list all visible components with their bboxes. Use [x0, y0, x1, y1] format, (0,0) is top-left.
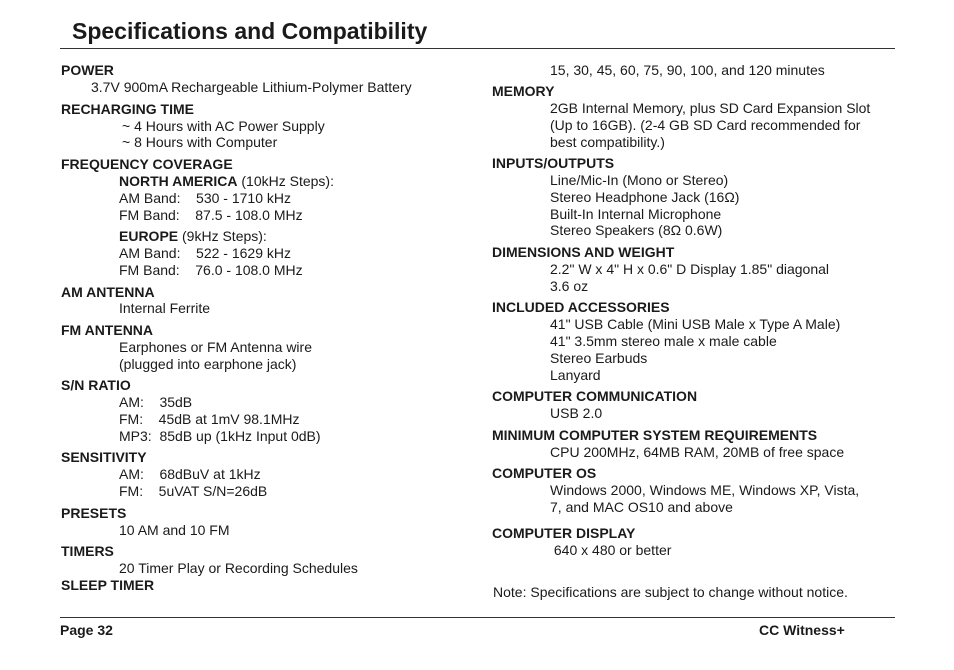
spec-line: 3.6 oz	[550, 278, 589, 294]
spec-line: FM Band: 76.0 - 108.0 MHz	[119, 262, 303, 278]
section-heading: SENSITIVITY	[61, 449, 147, 465]
spec-line: 2GB Internal Memory, plus SD Card Expansion Slot	[550, 100, 871, 116]
spec-line: 15, 30, 45, 60, 75, 90, 100, and 120 minutes	[550, 62, 825, 78]
spec-line: 7, and MAC OS10 and above	[550, 499, 733, 515]
spec-line: Windows 2000, Windows ME, Windows XP, Vista,	[550, 482, 860, 498]
spec-line: (plugged into earphone jack)	[119, 356, 297, 372]
spec-line: Built-In Internal Microphone	[550, 206, 722, 222]
product-name: CC Witness+	[759, 622, 845, 638]
spec-line: 41" USB Cable (Mini USB Male x Type A Male)	[550, 316, 841, 332]
spec-line: NORTH AMERICA (10kHz Steps):	[119, 173, 334, 189]
section-heading: COMPUTER OS	[492, 465, 597, 481]
spec-line: Internal Ferrite	[119, 300, 211, 316]
spec-line: 2.2" W x 4" H x 0.6" D Display 1.85" diagonal	[550, 261, 830, 277]
spec-line: 20 Timer Play or Recording Schedules	[119, 560, 358, 576]
section-heading: FREQUENCY COVERAGE	[61, 156, 233, 172]
spec-line: Lanyard	[550, 367, 601, 383]
spec-line: Line/Mic-In (Mono or Stereo)	[550, 172, 729, 188]
spec-line: AM: 35dB	[119, 394, 193, 410]
section-heading: DIMENSIONS AND WEIGHT	[492, 244, 675, 260]
spec-line: Stereo Earbuds	[550, 350, 648, 366]
section-heading: S/N RATIO	[61, 377, 131, 393]
spec-line: FM: 5uVAT S/N=26dB	[119, 483, 268, 499]
region-label: EUROPE	[119, 228, 179, 244]
top-rule	[60, 48, 895, 49]
bottom-rule	[60, 617, 895, 618]
page-number: Page 32	[60, 622, 113, 638]
section-heading: TIMERS	[61, 543, 114, 559]
section-heading: RECHARGING TIME	[61, 101, 194, 117]
spec-line: FM: 45dB at 1mV 98.1MHz	[119, 411, 300, 427]
spec-line: USB 2.0	[550, 405, 603, 421]
spec-line: AM Band: 530 - 1710 kHz	[119, 190, 291, 206]
page-title: Specifications and Compatibility	[72, 18, 428, 44]
section-heading: PRESETS	[61, 505, 127, 521]
spec-line: 640 x 480 or better	[550, 542, 672, 558]
spec-line: MP3: 85dB up (1kHz Input 0dB)	[119, 428, 321, 444]
section-heading: FM ANTENNA	[61, 322, 154, 338]
spec-line: AM Band: 522 - 1629 kHz	[119, 245, 291, 261]
spec-line: 10 AM and 10 FM	[119, 522, 230, 538]
spec-line: EUROPE (9kHz Steps):	[119, 228, 267, 244]
spec-line: CPU 200MHz, 64MB RAM, 20MB of free space	[550, 444, 845, 460]
section-heading: COMPUTER COMMUNICATION	[492, 388, 698, 404]
spec-line: Stereo Headphone Jack (16Ω)	[550, 189, 740, 205]
spec-line: ~ 8 Hours with Computer	[122, 134, 278, 150]
spec-line: best compatibility.)	[550, 134, 665, 150]
spec-line: FM Band: 87.5 - 108.0 MHz	[119, 207, 303, 223]
spec-line: Stereo Speakers (8Ω 0.6W)	[550, 222, 723, 238]
section-heading: INPUTS/OUTPUTS	[492, 155, 615, 171]
section-heading: COMPUTER DISPLAY	[492, 525, 636, 541]
spec-line: AM: 68dBuV at 1kHz	[119, 466, 261, 482]
spec-line: Earphones or FM Antenna wire	[119, 339, 312, 355]
spec-line: 41" 3.5mm stereo male x male cable	[550, 333, 777, 349]
spec-line: 3.7V 900mA Rechargeable Lithium-Polymer Battery	[91, 79, 412, 95]
section-heading: MINIMUM COMPUTER SYSTEM REQUIREMENTS	[492, 427, 818, 443]
section-heading: SLEEP TIMER	[61, 577, 155, 593]
spec-line: (Up to 16GB). (2-4 GB SD Card recommended for	[550, 117, 861, 133]
spec-line: ~ 4 Hours with AC Power Supply	[122, 118, 325, 134]
section-heading: INCLUDED ACCESSORIES	[492, 299, 670, 315]
section-heading: AM ANTENNA	[61, 284, 155, 300]
section-heading: MEMORY	[492, 83, 555, 99]
section-heading: POWER	[61, 62, 114, 78]
note-text: Note: Specifications are subject to change without notice.	[493, 584, 848, 600]
region-label: NORTH AMERICA	[119, 173, 238, 189]
